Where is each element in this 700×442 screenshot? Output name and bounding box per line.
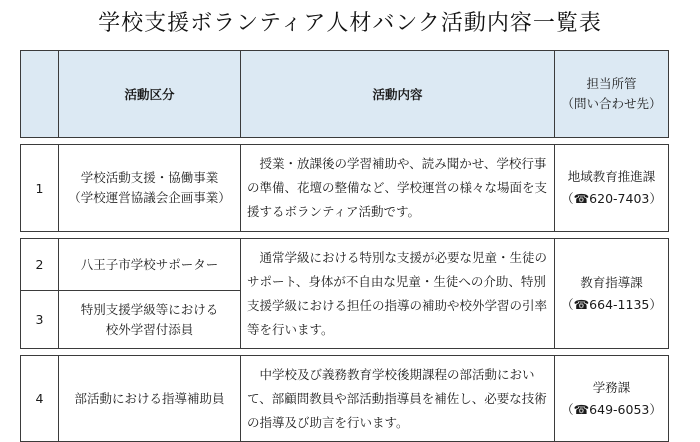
dept-phone: （☎620-7403） [561, 191, 662, 206]
content-text: 中学校及び義務教育学校後期課程の部活動において、部顧問教員や部活動指導員を補佐し、必要な技術の指導及び助言を行います。 [247, 366, 547, 430]
row-dept [555, 145, 669, 232]
content-text: 授業・放課後の学習補助や、読み聞かせ、学校行事の準備、花壇の整備など、学校運営の様々な場面を支援するボランティア活動です。 [247, 156, 548, 219]
content-text: 通常学級における特別な支援が必要な児童・生徒のサポート、身体が不自由な児童・生徒への介助、特別支援学級における担任の指導の補助や校外学習の引率等を行います。 [247, 249, 548, 337]
header-number [21, 51, 59, 138]
row-number: 4 [21, 356, 59, 442]
activity-table [20, 50, 669, 442]
header-dept-line1: 担当所管 [586, 76, 637, 91]
category-line: 八王子市学校サポーター [80, 256, 219, 272]
row-content [241, 356, 555, 442]
dept-name: 教育指導課 [580, 274, 643, 290]
dept-phone: （☎664-1135） [561, 296, 662, 312]
dept-name: 地域教育推進課 [567, 169, 656, 184]
page-title: 学校支援ボランティア人材バンク活動内容一覧表 [98, 11, 602, 36]
header-dept-line2: （問い合わせ先） [561, 96, 662, 111]
row-category [59, 291, 241, 349]
row-dept [555, 239, 669, 349]
table-row [21, 356, 669, 442]
table-row [21, 145, 669, 232]
table-row [21, 239, 669, 291]
dept-name: 学務課 [592, 379, 631, 395]
category-line: 校外学習付添員 [105, 321, 194, 337]
dept-phone: （☎649-6053） [561, 401, 662, 417]
row-category [59, 239, 241, 291]
row-number: 3 [21, 291, 59, 349]
category-line: （学校運営協議会企画事業） [68, 190, 231, 205]
header-content: 活動内容 [241, 51, 555, 138]
row-category [59, 145, 241, 232]
row-number: 2 [21, 239, 59, 291]
header-dept [555, 51, 669, 138]
row-content [241, 145, 555, 232]
table-header-row [21, 51, 669, 138]
row-dept [555, 356, 669, 442]
category-line: 特別支援学級等における [80, 301, 219, 317]
row-category [59, 356, 241, 442]
category-line: 部活動における指導補助員 [74, 390, 225, 406]
row-number: 1 [21, 145, 59, 232]
row-content [241, 239, 555, 349]
header-category: 活動区分 [59, 51, 241, 138]
category-line: 学校活動支援・協働事業 [80, 170, 219, 185]
